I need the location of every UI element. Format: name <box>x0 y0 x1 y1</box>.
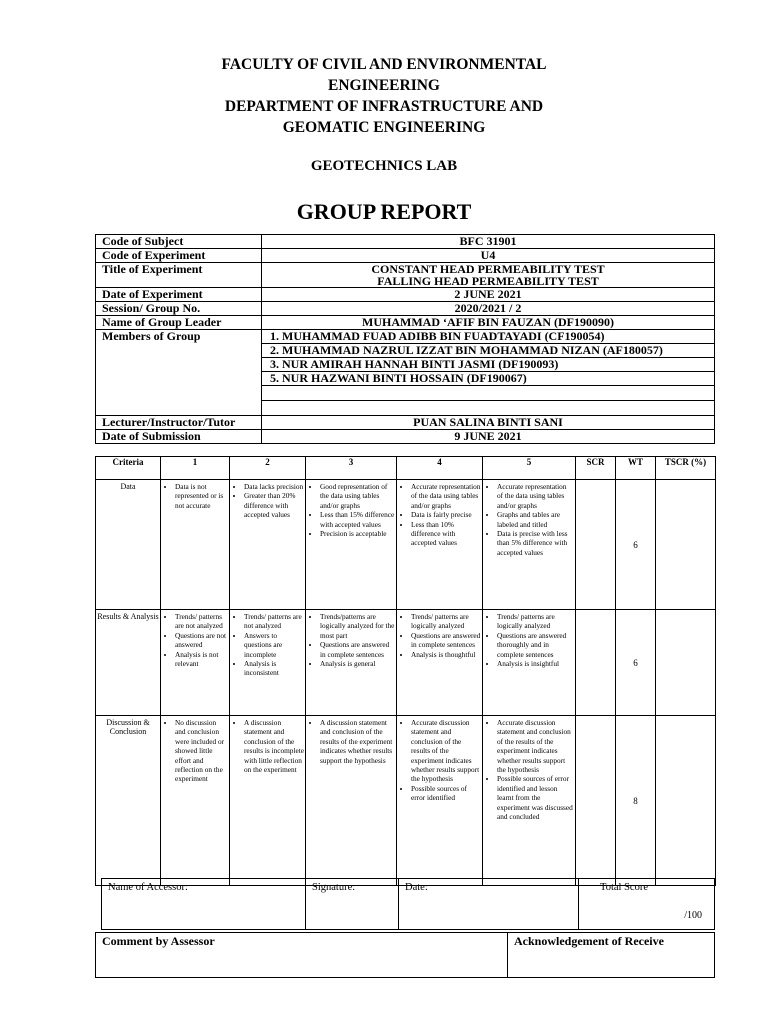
rubric-level-1-cell <box>161 716 230 886</box>
info-row-subject <box>96 235 715 249</box>
rubric-bullet: • Possible sources of error identified and lesson learnt from the experiment was discussed and concluded <box>497 774 574 821</box>
acknowledgement-field[interactable]: Acknowledgement of Receive <box>508 933 715 978</box>
rubric-scr-cell[interactable] <box>576 716 616 886</box>
rubric-bullet-list <box>308 612 395 668</box>
info-row-date <box>96 288 715 302</box>
title-value <box>262 263 715 288</box>
experiment-info-table <box>95 234 715 444</box>
rubric-bullet: • A discussion statement and conclusion of the results is incomplete with little reflection on the experiment <box>244 718 304 774</box>
rubric-scr-cell[interactable] <box>576 480 616 610</box>
rubric-row <box>96 480 716 610</box>
rubric-level-2-cell <box>230 716 306 886</box>
rubric-bullet: • Questions are answered in complete sentences <box>411 631 481 650</box>
signature-field[interactable]: Signature: <box>306 879 399 930</box>
rubric-level-2-cell <box>230 610 306 716</box>
rubric-level-3-cell <box>306 610 397 716</box>
rubric-bullet: • Graphs and tables are labeled and titled <box>497 510 574 529</box>
rubric-bullet: • Trends/patterns are logically analyzed for the most part <box>320 612 395 640</box>
rubric-level-1-cell <box>161 610 230 716</box>
lab-name: GEOTECHNICS LAB <box>310 158 458 174</box>
rubric-bullet: • Less than 10% difference with accepted values <box>411 520 481 548</box>
rubric-bullet-list <box>163 718 228 784</box>
assessor-comment-field[interactable]: Comment by Assessor <box>96 933 508 978</box>
rubric-level-4-cell <box>397 480 483 610</box>
rubric-bullet-list <box>232 612 304 678</box>
rubric-bullet: • Data lacks precision <box>244 482 304 491</box>
rubric-wt-cell: 6 <box>616 480 656 610</box>
rubric-bullet-list <box>163 612 228 668</box>
rubric-table <box>95 456 716 886</box>
rubric-row <box>96 716 716 886</box>
report-title: GROUP REPORT <box>296 199 472 224</box>
member-4: 5. NUR HAZWANI BINTI HOSSAIN (DF190067) <box>262 372 715 386</box>
rubric-tscr-cell[interactable] <box>656 716 716 886</box>
rubric-level-4-cell <box>397 610 483 716</box>
rubric-bullet: • Analysis is general <box>320 659 395 668</box>
rubric-level-5-cell <box>483 480 576 610</box>
code-experiment-value: U4 <box>262 249 715 263</box>
rubric-bullet: • Less than 15% difference with accepted values <box>320 510 395 529</box>
rubric-bullet-list <box>308 482 395 538</box>
department-line-1: DEPARTMENT OF INFRASTRUCTURE AND <box>224 98 544 115</box>
header-level-4: 4 <box>397 457 483 480</box>
session-value: 2020/2021 / 2 <box>262 302 715 316</box>
rubric-bullet-list <box>399 718 481 803</box>
submission-label: Date of Submission <box>96 430 262 444</box>
assessment-footer <box>101 878 715 930</box>
info-row-submission <box>96 430 715 444</box>
rubric-level-5-cell <box>483 610 576 716</box>
header-level-5: 5 <box>483 457 576 480</box>
member-1: 1. MUHAMMAD FUAD ADIBB BIN FUADTAYADI (CF190054) <box>262 330 715 344</box>
lecturer-value: PUAN SALINA BINTI SANI <box>262 416 715 430</box>
department-line-2: GEOMATIC ENGINEERING <box>282 119 486 136</box>
info-row-session <box>96 302 715 316</box>
info-row-lecturer <box>96 416 715 430</box>
date-experiment-label: Date of Experiment <box>96 288 262 302</box>
rubric-bullet: • Questions are answered thoroughly and in complete sentences <box>497 631 574 659</box>
rubric-bullet: • Possible sources of error identified <box>411 784 481 803</box>
rubric-level-3-cell <box>306 716 397 886</box>
rubric-bullet: • Accurate representation of the data using tables and/or graphs <box>411 482 481 510</box>
session-label: Session/ Group No. <box>96 302 262 316</box>
title-line-1: CONSTANT HEAD PERMEABILITY TEST <box>371 262 605 276</box>
rubric-bullet: • Data is not represented or is not accurate <box>175 482 228 510</box>
rubric-bullet-list <box>163 482 228 510</box>
date-experiment-value: 2 JUNE 2021 <box>262 288 715 302</box>
rubric-criteria: Results & Analysis <box>96 610 161 716</box>
rubric-bullet: • Good representation of the data using tables and/or graphs <box>320 482 395 510</box>
faculty-line-2: ENGINEERING <box>328 77 440 94</box>
header-level-3: 3 <box>306 457 397 480</box>
rubric-tscr-cell[interactable] <box>656 610 716 716</box>
rubric-bullet: • A discussion statement and conclusion of the results of the experiment indicates whether results support the hypothesis <box>320 718 395 765</box>
leader-value: MUHAMMAD ‘AFIF BIN FAUZAN (DF190090) <box>262 316 715 330</box>
header-wt: WT <box>616 457 656 480</box>
rubric-bullet: • Accurate discussion statement and conclusion of the results of the experiment indicates whether results support the hypothesis <box>497 718 574 774</box>
rubric-bullet: • Questions are not answered <box>175 631 228 650</box>
rubric-bullet: • Trends/ patterns are logically analyzed <box>497 612 574 631</box>
header-tscr: TSCR (%) <box>656 457 716 480</box>
rubric-level-3-cell <box>306 480 397 610</box>
code-experiment-label: Code of Experiment <box>96 249 262 263</box>
header-scr: SCR <box>576 457 616 480</box>
total-score-field[interactable] <box>579 879 715 930</box>
info-row-members <box>96 330 715 344</box>
title-label: Title of Experiment <box>96 263 262 288</box>
member-2: 2. MUHAMMAD NAZRUL IZZAT BIN MOHAMMAD NIZAN (AF180057) <box>262 344 715 358</box>
member-6 <box>262 401 715 416</box>
info-row-leader <box>96 316 715 330</box>
rubric-bullet: • Precision is acceptable <box>320 529 395 538</box>
rubric-bullet-list <box>232 482 304 520</box>
total-score-out-of: /100 <box>684 910 702 921</box>
rubric-wt-cell: 8 <box>616 716 656 886</box>
rubric-body <box>96 480 716 886</box>
code-subject-label: Code of Subject <box>96 235 262 249</box>
report-header <box>0 54 768 225</box>
rubric-bullet: • Analysis is thoughtful <box>411 650 481 659</box>
rubric-level-4-cell <box>397 716 483 886</box>
rubric-criteria: Data <box>96 480 161 610</box>
rubric-bullet: • Data is fairly precise <box>411 510 481 519</box>
rubric-bullet: • Accurate representation of the data using tables and/or graphs <box>497 482 574 510</box>
total-score-label: Total Score <box>600 882 648 893</box>
rubric-bullet: • Analysis is not relevant <box>175 650 228 669</box>
header-level-1: 1 <box>161 457 230 480</box>
members-label: Members of Group <box>96 330 262 416</box>
leader-label: Name of Group Leader <box>96 316 262 330</box>
rubric-level-1-cell <box>161 480 230 610</box>
member-5 <box>262 386 715 401</box>
rubric-bullet: • Accurate discussion statement and conclusion of the results of the experiment indicates whether results support the hypothesis <box>411 718 481 784</box>
rubric-tscr-cell[interactable] <box>656 480 716 610</box>
date-field[interactable]: Date: <box>399 879 579 930</box>
rubric-bullet: • Trends/ patterns are not analyzed <box>244 612 304 631</box>
submission-value: 9 JUNE 2021 <box>262 430 715 444</box>
rubric-bullet: • Answers to questions are incomplete <box>244 631 304 659</box>
info-row-title <box>96 263 715 288</box>
rubric-wt-cell: 6 <box>616 610 656 716</box>
title-line-2: FALLING HEAD PERMEABILITY TEST <box>377 274 599 288</box>
rubric-bullet-list <box>485 718 574 821</box>
member-3: 3. NUR AMIRAH HANNAH BINTI JASMI (DF190093) <box>262 358 715 372</box>
header-criteria: Criteria <box>96 457 161 480</box>
rubric-bullet-list <box>485 482 574 557</box>
rubric-bullet: • Analysis is insightful <box>497 659 574 668</box>
rubric-bullet-list <box>308 718 395 765</box>
rubric-level-2-cell <box>230 480 306 610</box>
rubric-bullet: • Analysis is inconsistent <box>244 659 304 678</box>
rubric-bullet-list <box>399 482 481 548</box>
rubric-scr-cell[interactable] <box>576 610 616 716</box>
code-subject-value: BFC 31901 <box>262 235 715 249</box>
rubric-bullet: • Questions are answered in complete sentences <box>320 640 395 659</box>
rubric-bullet: • Trends/ patterns are logically analyzed <box>411 612 481 631</box>
comments-table <box>95 932 715 978</box>
rubric-bullet: • Greater than 20% difference with accepted values <box>244 491 304 519</box>
rubric-criteria: Discussion & Conclusion <box>96 716 161 886</box>
info-row-experiment-code <box>96 249 715 263</box>
rubric-bullet: • Trends/ patterns are not analyzed <box>175 612 228 631</box>
rubric-bullet-list <box>485 612 574 668</box>
lecturer-label: Lecturer/Instructor/Tutor <box>96 416 262 430</box>
header-level-2: 2 <box>230 457 306 480</box>
rubric-bullet: • Data is precise with less than 5% difference with accepted values <box>497 529 574 557</box>
faculty-line-1: FACULTY OF CIVIL AND ENVIRONMENTAL <box>221 56 547 73</box>
rubric-header-row <box>96 457 716 480</box>
rubric-bullet: • No discussion and conclusion were included or showed little effort and reflection on the experiment <box>175 718 228 784</box>
rubric-level-5-cell <box>483 716 576 886</box>
rubric-bullet-list <box>232 718 304 774</box>
accessor-name-field[interactable]: Name of Accessor: <box>102 879 306 930</box>
rubric-row <box>96 610 716 716</box>
rubric-bullet-list <box>399 612 481 659</box>
